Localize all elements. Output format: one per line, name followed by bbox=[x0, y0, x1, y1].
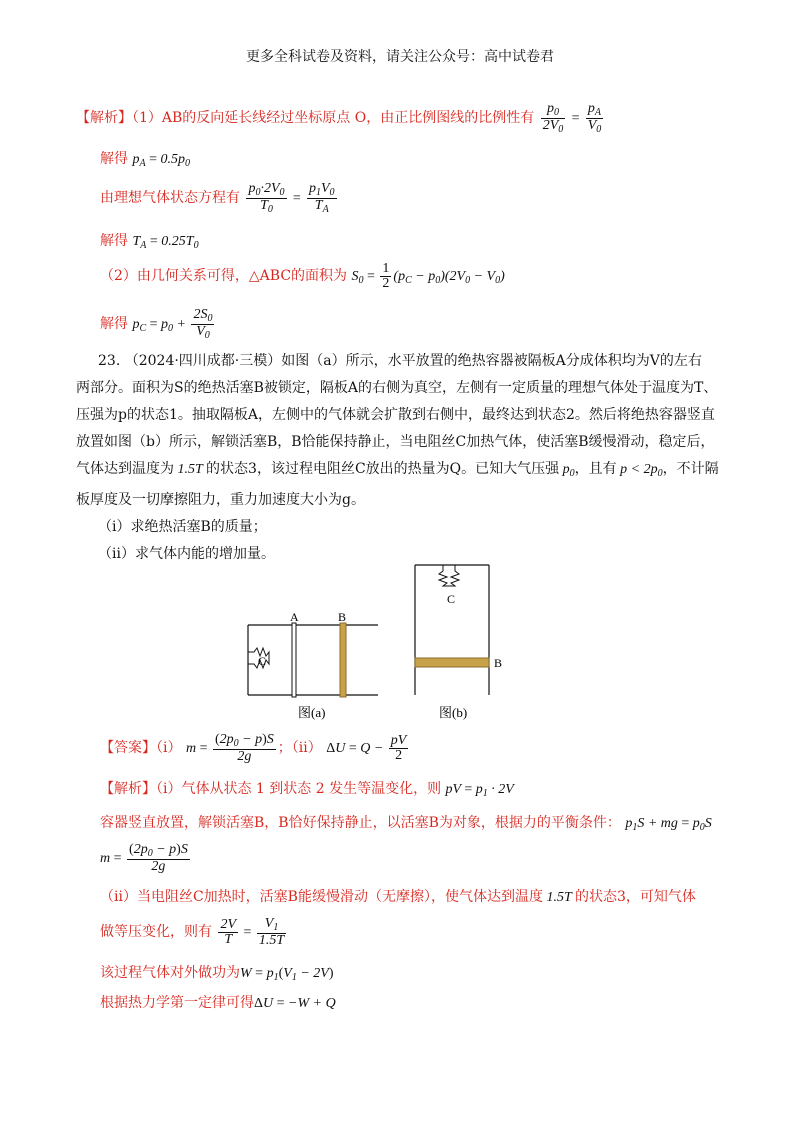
analysis-tag: 【解析】 bbox=[76, 110, 132, 126]
first-law-equation: ΔU = −W + Q bbox=[254, 996, 336, 1011]
fig-a-label-b: B bbox=[338, 610, 347, 624]
figure-b bbox=[405, 560, 515, 725]
problem-line-3: 压强为p的状态1。抽取隔板A，左侧中的气体就会扩散到右侧中，最终达到状态2。然后将绝热容器竖直 bbox=[76, 407, 715, 423]
solve-line-2 bbox=[100, 230, 199, 251]
piston-b bbox=[340, 623, 346, 697]
analysis2-line-7 bbox=[100, 992, 336, 1012]
line5-c: ，且有 bbox=[574, 461, 617, 477]
analysis2-line-6 bbox=[100, 962, 333, 983]
piston-b-vertical bbox=[415, 658, 489, 667]
solve-prefix-3: 解得 bbox=[100, 316, 128, 332]
problem-line-6: 板厚度及一切摩擦阻力，重力加速度大小为g。 bbox=[76, 492, 365, 508]
force-balance-equation: $p_1S$ + mg = $p_0S$ bbox=[625, 816, 712, 833]
heater-c-coil-b bbox=[439, 565, 459, 586]
analysis2-text-4a: （ⅱ）当电阻丝C加热时，活塞B能缓慢滑动（无摩擦），使气体达到温度 bbox=[100, 889, 543, 905]
answer-separator: ； bbox=[277, 740, 292, 756]
p0-symbol: $p_0$ bbox=[559, 462, 575, 479]
solve-prefix-1: 解得 bbox=[100, 151, 128, 167]
problem-line-4: 放置如图（b）所示，解锁活塞B，B恰能保持静止，当电阻丝C加热气体，使活塞B缓慢滑动，稳定后， bbox=[76, 434, 715, 450]
page-header: 更多全科试卷及资料，请关注公众号：高中试卷君 bbox=[246, 49, 554, 65]
question-2: （ⅱ）求气体内能的增加量。 bbox=[98, 546, 275, 562]
fig-a-caption: 图(a) bbox=[298, 705, 326, 720]
line5-b: 的状态3，该过程电阻丝C放出的热量为Q。已知大气压强 bbox=[206, 461, 560, 477]
problem-line-5 bbox=[76, 456, 724, 487]
analysis-text-1: （1）AB的反向延长线经过坐标原点 O，由正比例图线的比例性有 bbox=[132, 110, 535, 126]
part2-text: （2）由几何关系可得，△ABC的面积为 bbox=[100, 268, 348, 284]
answer-line bbox=[100, 728, 410, 769]
answer-energy: ΔU = Q − $\frac{pV}{2}$ bbox=[326, 732, 407, 764]
analysis2-text-5: 做等压变化，则有 bbox=[100, 924, 212, 940]
analysis2-line-2 bbox=[100, 812, 712, 833]
state-eq-prefix: 由理想气体状态方程有 bbox=[100, 190, 240, 206]
fig-b-caption: 图(b) bbox=[439, 705, 468, 720]
analysis2-line-5 bbox=[100, 912, 288, 953]
analysis2-text-1: （ⅰ）气体从状态 1 到状态 2 发生等温变化，则 bbox=[156, 781, 442, 797]
analysis-line-1 bbox=[76, 100, 605, 137]
problem-line-1: 如图（a）所示，水平放置的绝热容器被隔板A分成体积均为V的左右 bbox=[281, 353, 702, 369]
solve-line-3 bbox=[100, 306, 216, 347]
answer-mass: m = $\frac{(2p_0 - p)S}{2g}$ bbox=[185, 731, 274, 765]
problem-line-2: 两部分。面积为S的绝热活塞B被锁定，隔板A的右侧为真空，左侧有一定质量的理想气体处于温度为T、 bbox=[76, 380, 718, 396]
state-equation: $\frac{p_0\cdot 2V_0}{T_0}$ = $\frac{p_1V_0}{T_A}$ bbox=[248, 180, 335, 216]
problem-number: 23. bbox=[98, 353, 121, 369]
solve-prefix-2: 解得 bbox=[100, 233, 128, 249]
fig-a-label-a: A bbox=[290, 610, 299, 624]
work-equation: $W = p_1(V_1 - 2V)$ bbox=[240, 966, 334, 983]
isothermal-equation: pV = $p_1 \cdot 2V$ bbox=[445, 782, 514, 799]
isobaric-equation: $\frac{2V}{T}$ = $\frac{V_1}{1.5T}$ bbox=[220, 915, 285, 949]
problem-body bbox=[76, 348, 724, 568]
pc-equation: $p_C = p_0$ + $\frac{2S_0}{V_0}$ bbox=[132, 306, 213, 342]
proportion-equation: $\frac{p_0}{2V_0}$ = $\frac{p_A}{V_0}$ bbox=[542, 100, 602, 136]
analysis2-text-2: 容器竖直放置，解锁活塞B，B恰好保持静止，以活塞B为对象，根据力的平衡条件： bbox=[100, 815, 621, 831]
figure-a bbox=[230, 560, 390, 725]
partition-a bbox=[292, 623, 296, 697]
analysis2-line-3 bbox=[100, 836, 192, 881]
analysis2-line-4 bbox=[100, 886, 696, 906]
fig-b-label-b: B bbox=[494, 656, 503, 670]
part2-line bbox=[100, 258, 505, 299]
ta-equation: $T_A = 0.25T_0$ bbox=[132, 234, 199, 251]
fig-b-label-c: C bbox=[447, 592, 456, 606]
solve-line-1 bbox=[100, 148, 190, 169]
analysis2-text-6: 该过程气体对外做功为 bbox=[100, 965, 240, 981]
analysis2-text-7: 根据热力学第一定律可得 bbox=[100, 995, 254, 1011]
pa-equation: $p_A = 0.5p_0$ bbox=[132, 152, 190, 169]
problem-source: （2024·四川成都·三模） bbox=[124, 353, 282, 369]
mass-equation: m = $\frac{(2p_0 - p)S}{2g}$ bbox=[100, 841, 188, 875]
analysis2-tag: 【解析】 bbox=[100, 781, 156, 797]
line5-d: ，不计隔 bbox=[662, 461, 719, 477]
analysis2-text-4b: 的状态3，可知气体 bbox=[575, 889, 696, 905]
temp-15t-2: 1.5T bbox=[542, 890, 576, 905]
answer-part2-label: （ⅱ） bbox=[291, 740, 322, 756]
temp-15t: 1.5T bbox=[174, 462, 207, 477]
line5-a: 气体达到温度为 bbox=[76, 461, 174, 477]
answer-tag: 【答案】 bbox=[100, 740, 156, 756]
area-equation: $S_0$ = $\frac{1}{2}$ $(p_C - p_0)(2V_0 - V_0)$ bbox=[351, 260, 505, 292]
answer-part1-label: （ⅰ） bbox=[156, 740, 182, 756]
fig-a-label-c: C bbox=[258, 654, 267, 668]
state-equation-line bbox=[100, 180, 339, 217]
inequality: $p < 2p_0$ bbox=[616, 462, 663, 479]
analysis2-line-1 bbox=[100, 778, 514, 799]
question-1: （ⅰ）求绝热活塞B的质量； bbox=[98, 519, 267, 535]
